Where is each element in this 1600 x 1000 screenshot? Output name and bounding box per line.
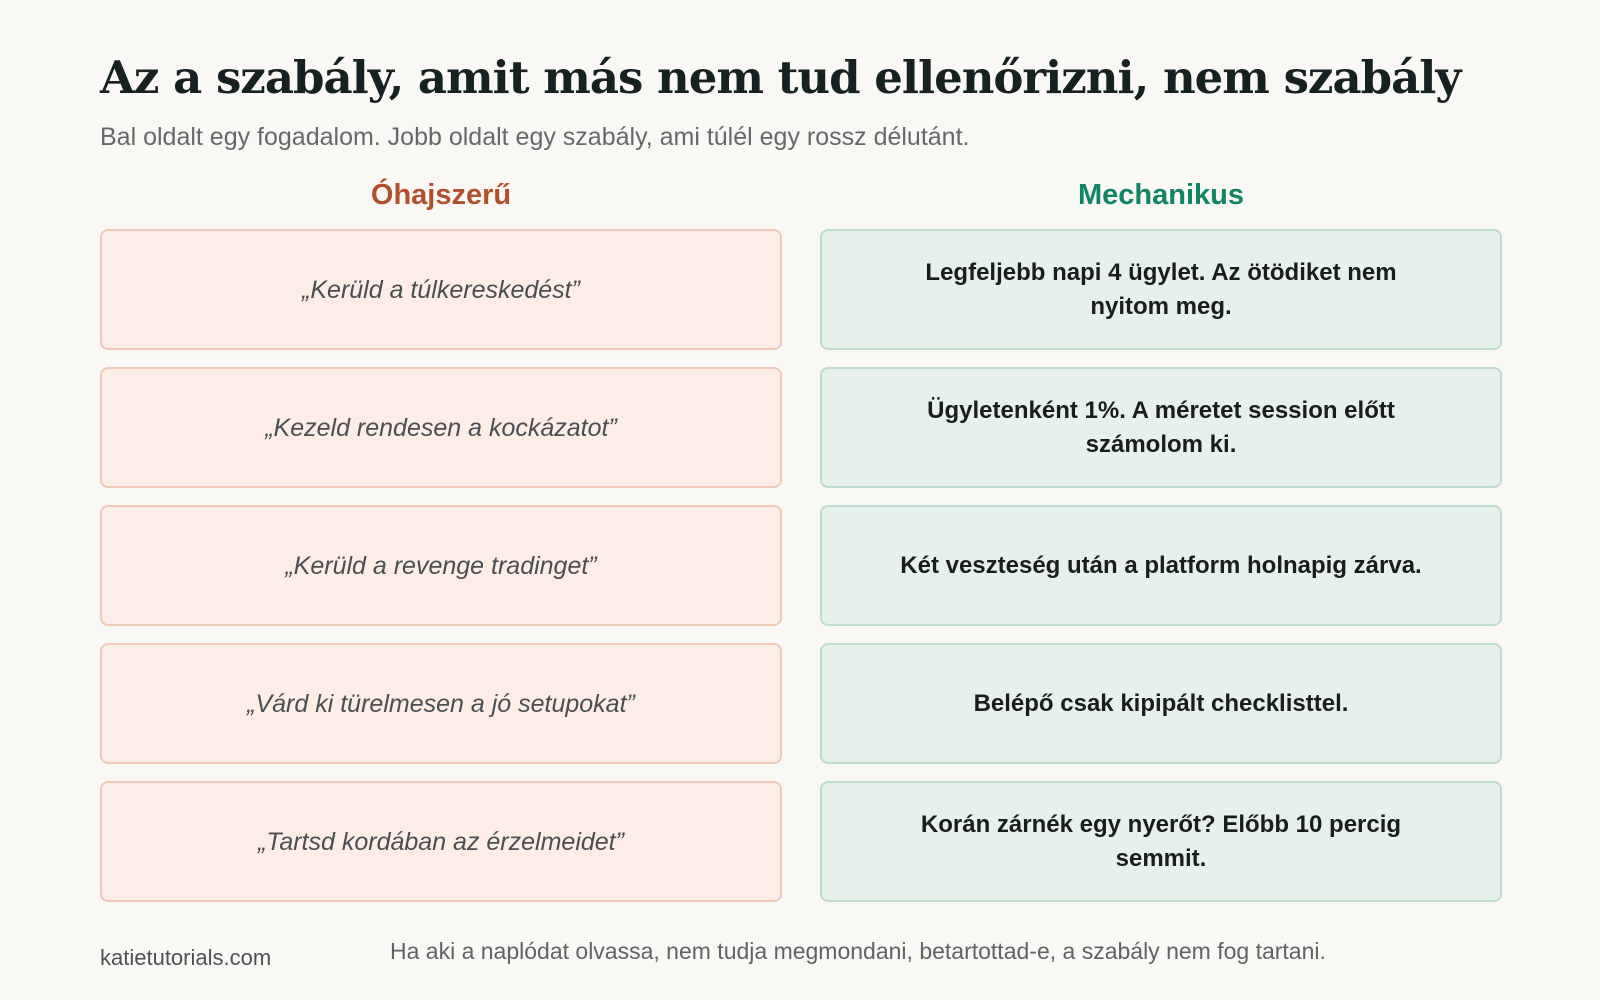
wishful-rule-text: „Kezeld rendesen a kockázatot” [265,413,617,442]
mechanical-rule-text: Korán zárnék egy nyerőt? Előbb 10 percig semmit. [920,810,1402,872]
mechanical-rule-text: Ügyletenként 1%. A méretet session előtt számolom ki. [927,396,1395,458]
wishful-rule-card [100,229,782,350]
page-subtitle: Bal oldalt egy fogadalom. Jobb oldalt egy szabály, ami túlél egy rossz délutánt. [100,123,970,151]
page-title: Az a szabály, amit más nem tud ellenőrizni, nem szabály [100,51,1461,104]
wishful-rule-card [100,643,782,764]
mechanical-rule-card [820,505,1502,626]
mechanical-rule-text: Legfeljebb napi 4 ügylet. Az ötödiket nem nyitom meg. [925,258,1397,320]
site-credit: katietutorials.com [100,945,272,970]
wishful-rule-card [100,367,782,488]
mechanical-rule-text: Két veszteség után a platform holnapig zárva. [900,551,1422,579]
wishful-rule-text: „Tartsd kordában az érzelmeidet” [258,827,624,856]
footer-note: Ha aki a naplódat olvassa, nem tudja megmondani, betartottad-e, a szabály nem fog tartani. [390,938,1326,964]
wishful-rule-list [100,229,782,919]
wishful-rule-text: „Kerüld a túlkereskedést” [302,275,580,304]
mechanical-rule-card [820,643,1502,764]
wishful-rule-card [100,505,782,626]
mechanical-column-heading: Mechanikus [1078,179,1244,211]
wishful-rule-card [100,781,782,902]
mechanical-rule-list [820,229,1502,919]
mechanical-rule-text: Belépő csak kipipált checklisttel. [973,689,1349,717]
wishful-rule-text: „Kerüld a revenge tradinget” [285,551,597,580]
wishful-rule-text: „Várd ki türelmesen a jó setupokat” [247,689,635,718]
mechanical-rule-card [820,781,1502,902]
wishful-column-heading: Óhajszerű [370,179,512,211]
mechanical-rule-card [820,229,1502,350]
mechanical-rule-card [820,367,1502,488]
